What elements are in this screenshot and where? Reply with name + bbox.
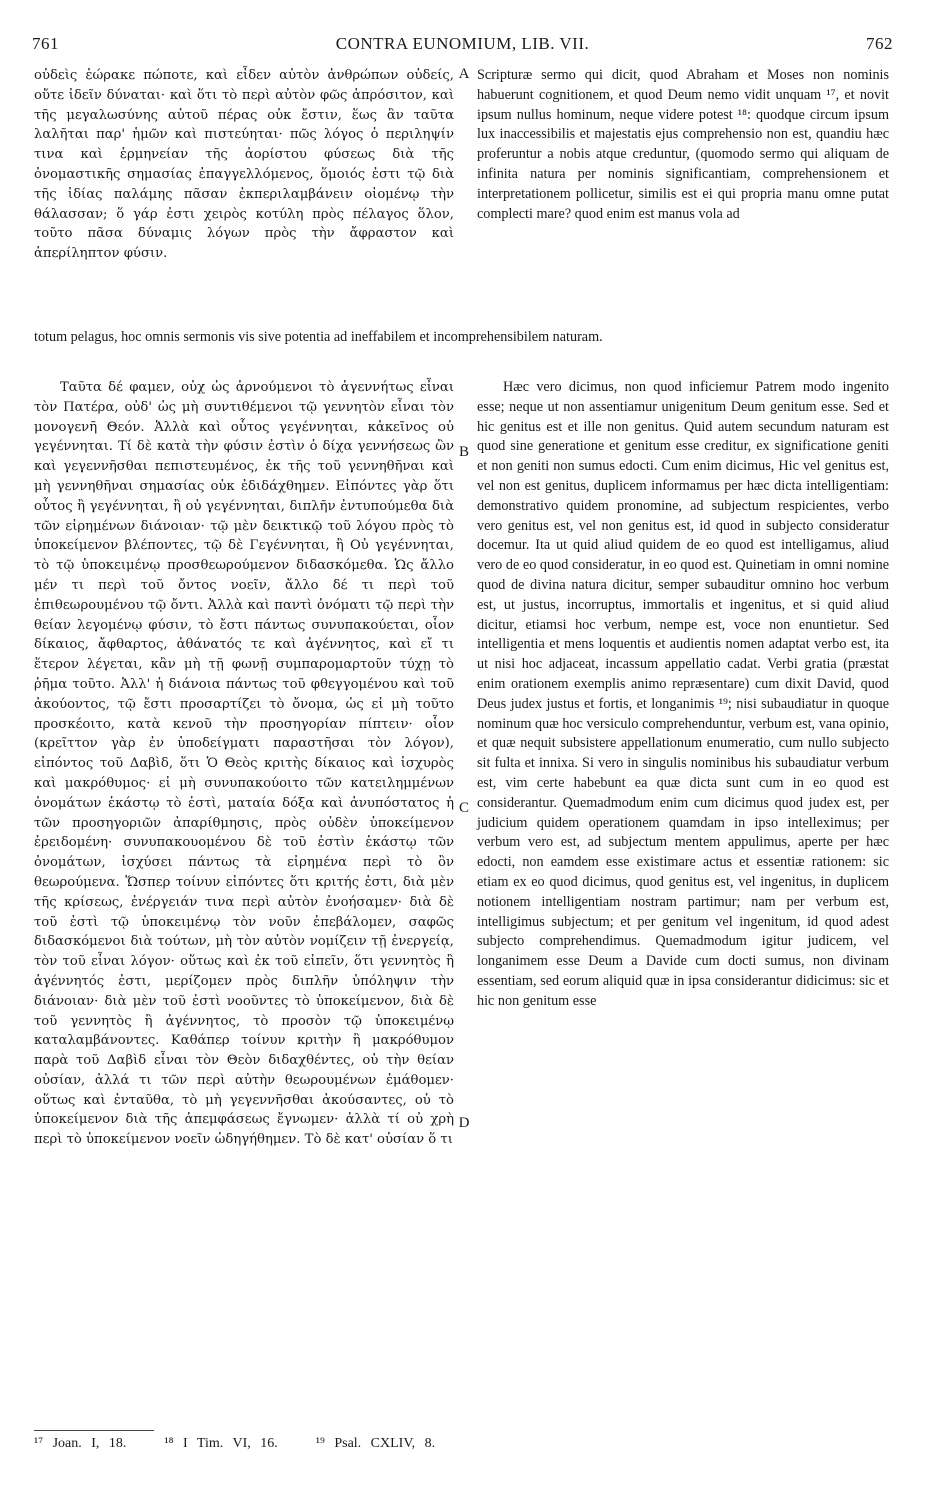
latin-column-main — [477, 378, 889, 1012]
page-header — [32, 34, 893, 58]
page-number-right: 762 — [866, 34, 893, 53]
footnote-19: ¹⁹ Psal. CXLIV, 8. — [315, 1436, 436, 1451]
section-marker-a: A — [458, 66, 470, 82]
running-title: CONTRA EUNOMIUM, LIB. VII. — [335, 34, 590, 53]
section-marker-b: B — [458, 444, 469, 460]
greek-paragraph: οὐδεὶς ἑώρακε πώποτε, καὶ εἶδεν αὐτὸν ἀνθρώπων οὐδείς, οὔτε ἰδεῖν δύναται· καὶ ὅτι τὸ περὶ αὐτὸν φῶς ἀπρόσιτον, καὶ τῆς μεγαλωσύνης αὐτοῦ πέρας οὐκ ἔστιν, ἕως ἂν ταῦτα λαλῆται παρ' ἡμῶν καὶ πιστεύηται· πῶς λόγος ὁ περιληψίν τινα καὶ ἑρμηνείαν τῆς ἀορίστου φύσεως διὰ τῆς ὀνομαστικῆς σημασίας ἐπαγγελλόμενος, ὅμοιός ἐστι τῷ διὰ τῆς ἰδίας παλάμης πᾶσαν ἐκπεριλαμβάνειν οἰομένῳ τὴν θάλασσαν; ὅ γάρ ἐστι χειρὸς κοτύλη πρὸς πέλαγος ὅλον, τοῦτο πᾶσα δύναμις λόγων πρὸς τὴν ἄφραστον καὶ ἀπερίληπτον φύσιν. — [34, 68, 454, 262]
section-marker-c: C — [458, 800, 469, 816]
footnote-17: ¹⁷ Joan. I, 18. — [34, 1436, 127, 1451]
latin-column-top — [477, 66, 889, 224]
greek-column-main — [34, 378, 454, 1150]
footnotes — [34, 1436, 889, 1452]
latin-spill-line: totum pelagus, hoc omnis sermonis vis sive potentia ad ineffabilem et incomprehensibilem naturam. — [34, 329, 603, 345]
greek-column-top — [34, 66, 454, 264]
latin-paragraph: Hæc vero dicimus, non quod inficiemur Patrem modo ingenito esse; neque ut non assentiamur unigenitum Deum genitum esse. Sed et hic genitus est et ille non genitus. Quid autem secundum naturam est quod sine generatione et genitum esse creditur, ex significatione geniti et non geniti non sumus edocti. Cum enim dicimus, Hic vel genitus est, vel non est genitus, duplicem informamus per hæc dicta intelligentiam: demonstrativo quidem pronomine, ad subjectum respicientes, verbo vero genitus est, vel non genitus est, id quod in subjecto consideratur docemur. Ita ut quid aliud quidem de eo quod est intelligamus, aliud vero de eo quod consideratur, in eo quod est. Quinetiam in omni nomine quod de divina natura dicitur, semper subauditur omnino hoc verbum est, ut justus, incorruptus, immortalis et ingenitus, et si quid aliud dicitur, etiamsi hoc verbum, nempe est, voce non enuntietur. Sed intelligentia et mens loquentis et audientis nomen adaptat verbo est, ita ut nisi hoc adjaceat, incassum appellatio cadat. Verbi gratia (præstat enim orationem exemplis animo repræsentare) cum dixit David, quod Deus judex justus et fortis, et longanimis ¹⁹; nisi subaudiatur in quoque nominum quæ hoc versiculo comprehenduntur, verbum est, vana opinio, et quæ nequit subsistere appellationum enumeratio, cum nullo subjecto sit fulta et innixa. Si vero in singulis nominibus his subaudiatur verbum est, vim certe habebunt ea quæ dicta sunt cum in eo quod est considerantur. Quemadmodum enim cum dicimus quod judex est, per judicium quidem operationem quamdam in ipso intelleximus; per verbum vero est, ad subjectum mentem appulimus, aperte per hæc edocti, non eamdem esse existimare actus et essentiæ rationem: sic etiam ex eo quod dicimus, quod genitus est, vel ingenitus, in duplicem notionem intelligentiam nostram partimur; nam per verbum est, intelligimus subjectum; et per genitum vel ingenitum, id quod adest subjecto comprehendimus. Quemadmodum igitur judicem, vel longanimem esse Deum a Davide cum docti sumus, non divinam essentiam, sed eorum aliquid quæ in ipsa considerantur didicimus: sic et hic non genitum esse — [477, 379, 889, 1009]
footnote-separator — [34, 1430, 154, 1431]
page-number-left: 761 — [32, 34, 59, 53]
footnote-18: ¹⁸ I Tim. VI, 16. — [164, 1436, 278, 1451]
greek-paragraph: Ταῦτα δέ φαμεν, οὐχ ὡς ἀρνούμενοι τὸ ἀγεννήτως εἶναι τὸν Πατέρα, οὐδ' ὡς μὴ συντιθέμενοι τῷ γεννητὸν εἶναι τὸν μονογενῆ Θεόν. Ἀλλὰ καὶ οὗτος γεγέννηται, κἀκεῖνος οὐ γεγέννηται. Τί δὲ κατὰ τὴν φύσιν ἐστὶν ὁ δίχα γεννήσεως ὢν καὶ γεγεννῆσθαι πεπιστευμένος, ἐκ τῆς τοῦ γεννηθῆναι καὶ μὴ γεννηθῆναι σημασίας οὐκ ἐδιδάχθημεν. Εἰπόντες γὰρ ὅτι οὗτος ἢ γεγέννηται, ἢ οὐ γεγέννηται, διπλῆν ἐντυπούμεθα διὰ τῶν εἰρημένων διάνοιαν· τῷ μὲν δεικτικῷ τοῦ λόγου πρὸς τὸ ὑποκείμενον βλέποντες, τῷ δὲ Γεγέννηται, ἢ Οὐ γεγέννηται, τὸ τῷ ὑποκειμένῳ προσθεωρούμενον διδασκόμεθα. Ὡς ἄλλο μέν τι περὶ τοῦ ὄντος νοεῖν, ἄλλο δέ τι περὶ τοῦ ἐπιθεωρουμένου τῷ ὄντι. Ἀλλὰ καὶ παντὶ ὀνόματι τῷ περὶ τὴν θείαν λεγομένῳ φύσιν, τὸ ἔστι πάντως συνυπακούεται, οἷον δίκαιος, ἄφθαρτος, ἀθάνατός τε καὶ ἀγέννητος, καὶ εἴ τι ἕτερον λέγεται, κἂν μὴ τῇ φωνῇ συμπαρομαρτοῦν τύχῃ τὸ ῥῆμα τοῦτο. Ἀλλ' ἡ διάνοια πάντως τοῦ φθεγγομένου καὶ τοῦ ἀκούοντος, τῷ ἔστι προσαρτίζει τὸ ὄνομα, ὡς εἰ μὴ τοῦτο προσκέοιτο, κατὰ κενοῦ τὴν προσηγορίαν πίπτειν· οἷον (κρεῖττον γὰρ ἐν ὑποδείγματι παραστῆσαι τὸν λόγον), εἰπόντος τοῦ Δαβὶδ, ὅτι Ὁ Θεὸς κριτὴς δίκαιος καὶ ἰσχυρὸς καὶ μακρόθυμος· εἰ μὴ συνυπακούοιτο τῶν κατειλημμένων ὀνομάτων ἑκάστῳ τὸ ἐστὶ, ματαία δόξα καὶ ἀνυπόστατος ἡ τῶν προσηγοριῶν ἀπαρίθμησις, πρὸς οὐδὲν ὑποκείμενον ἐρειδομένη· συνυπακουομένου δὲ τοῦ ἐστὶν ἑκάστῳ τῶν ὀνομάτων, ἰσχύσει πάντως τὰ εἰρημένα περὶ τὸ ὂν θεωρούμενα. Ὥσπερ τοίνυν εἰπόντες ὅτι κριτής ἐστι, διὰ μὲν τῆς κρίσεως, ἐνέργειάν τινα περὶ αὐτὸν ἐνοήσαμεν· διὰ δὲ τοῦ ἐστὶ τῷ ὑποκειμένῳ τὸν νοῦν ἐπεβάλομεν, σαφῶς διδασκόμενοι διὰ τούτων, μὴ τὸν αὐτὸν νομίζειν τῇ ἐνεργείᾳ, τὸν τοῦ εἶναι λόγον· οὕτως καὶ ἐκ τοῦ εἰπεῖν, ὅτι γεννητὸς ἢ ἀγέννητός ἐστι, μερίζομεν πρὸς διπλῆν ὑπόληψιν τὴν διάνοιαν· διὰ μὲν τοῦ ἐστὶ νοοῦντες τὸ ὑποκείμενον, διὰ δὲ τοῦ γεννητὸς ἢ ἀγέννητος, τὸ προσὸν τῷ ὑποκειμένῳ καταλαμβάνοντες. Καθάπερ τοίνυν κριτὴν ἢ μακρόθυμον παρὰ τοῦ Δαβὶδ εἶναι τὸν Θεὸν διδαχθέντες, οὐ τὴν θείαν οὐσίαν, ἀλλά τι τῶν περὶ αὐτὴν θεωρουμένων ἐμάθομεν· οὕτως καὶ ἐνταῦθα, τὸ μὴ γεγεννῆσθαι ἀκούσαντες, οὐ τὸ ὑποκείμενον διὰ τῆς ἀπεμφάσεως ἔγνωμεν· ἀλλὰ τί οὐ χρὴ περὶ τὸ ὑποκείμενον νοεῖν ὡδηγήθημεν. Τὸ δὲ κατ' οὐσίαν ὅ τι — [34, 380, 454, 1148]
latin-paragraph: Scripturæ sermo qui dicit, quod Abraham et Moses non nominis habuerunt cognitionem, et quod Deum nemo vidit unquam ¹⁷, et novit ipsum nullus hominum, neque videre potest ¹⁸: quodque circum ipsum lux inaccessibilis et majestatis ejus comprehensio non est, quandiu hæc proferuntur a nobis atque creduntur, (quomodo sermo qui aliquam de infinita natura per nominis significantiam, comprehensionem et interpretationem pollicetur, similis est ei qui propria manu omne putat complecti mare? quod enim est manus vola ad — [477, 67, 889, 222]
section-marker-d: D — [458, 1115, 470, 1131]
